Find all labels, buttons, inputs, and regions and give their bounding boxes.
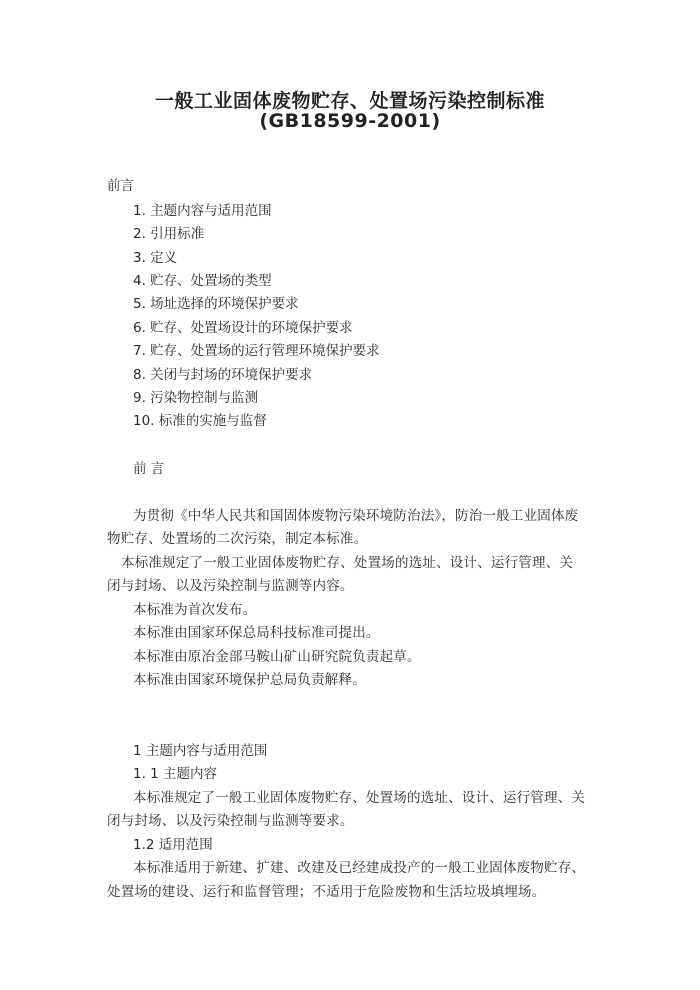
- document-title: 一般工业固体废物贮存、处置场污染控制标准: [154, 90, 545, 112]
- toc-item: 10. 标准的实施与监督: [133, 413, 267, 429]
- section-paragraph: 处置场的建设、运行和监督管理；不适用于危险废物和生活垃圾填埋场。: [107, 884, 546, 900]
- foreword-paragraph: 闭与封场、以及污染控制与监测等内容。: [107, 578, 354, 594]
- subsection-heading: 1. 1 主题内容: [133, 766, 218, 782]
- toc-item: 6. 贮存、处置场设计的环境保护要求: [133, 320, 353, 336]
- toc-item: 5. 场址选择的环境保护要求: [133, 296, 299, 312]
- section-paragraph: 本标准适用于新建、扩建、改建及已经建成投产的一般工业固体废物贮存、: [133, 860, 586, 876]
- toc-item: 8. 关闭与封场的环境保护要求: [133, 367, 313, 383]
- subsection-heading: 1.2 适用范围: [133, 837, 213, 853]
- foreword-paragraph: 本标准由国家环保总局科技标准司提出。: [133, 625, 380, 641]
- section-paragraph: 闭与封场、以及污染控制与监测等要求。: [107, 813, 354, 829]
- document-standard-number: (GB18599-2001): [259, 110, 441, 132]
- foreword-paragraph: 为贯彻《中华人民共和国固体废物污染环境防治法》，防治一般工业固体废: [133, 508, 579, 524]
- foreword-paragraph: 本标准由国家环境保护总局负责解释。: [133, 672, 366, 688]
- foreword-paragraph: 本标准由原冶金部马鞍山矿山研究院负责起草。: [133, 649, 421, 665]
- toc-item: 3. 定义: [133, 250, 178, 266]
- toc-item: 9. 污染物控制与监测: [133, 390, 259, 406]
- foreword-paragraph: 物贮存、处置场的二次污染，制定本标准。: [107, 531, 368, 547]
- section-paragraph: 本标准规定了一般工业固体废物贮存、处置场的选址、设计、运行管理、关: [133, 790, 586, 806]
- toc-item: 1. 主题内容与适用范围: [133, 203, 272, 219]
- foreword-paragraph: 本标准规定了一般工业固体废物贮存、处置场的选址、设计、运行管理、关: [121, 555, 574, 571]
- toc-item: 7. 贮存、处置场的运行管理环境保护要求: [133, 343, 380, 359]
- toc-item: 4. 贮存、处置场的类型: [133, 273, 272, 289]
- foreword-heading: 前 言: [133, 461, 165, 477]
- section-heading: 1 主题内容与适用范围: [133, 743, 268, 759]
- foreword-paragraph: 本标准为首次发布。: [133, 602, 257, 618]
- toc-item: 2. 引用标准: [133, 226, 205, 242]
- toc-heading: 前言: [107, 178, 134, 194]
